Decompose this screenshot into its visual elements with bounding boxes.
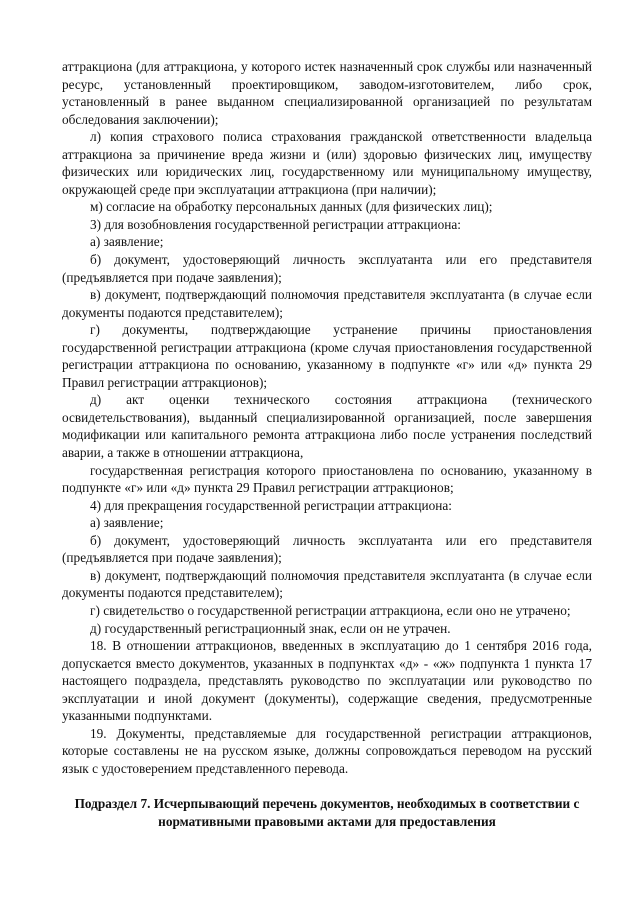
paragraph: д) акт оценки технического состояния аттракциона (технического освидетельствования), выданный специализированной организацией, после завершения модификации или капитального ремонта аттракциона либо после устранения последствий аварии, а также в отношении аттракциона,	[62, 392, 592, 461]
paragraph: б) документ, удостоверяющий личность эксплуатанта или его представителя (предъявляется при подаче заявления);	[62, 532, 592, 566]
paragraph: а) заявление;	[90, 234, 164, 250]
paragraph: 19. Документы, представляемые для государственной регистрации аттракционов, которые составлены не на русском языке, должны сопровождаться переводом на русский язык с удостоверением представленного перевода.	[62, 725, 592, 776]
paragraph: 3) для возобновления государственной регистрации аттракциона:	[90, 216, 461, 232]
paragraph: м) согласие на обработку персональных данных (для физических лиц);	[90, 199, 493, 215]
paragraph: 4) для прекращения государственной регистрации аттракциона:	[90, 497, 452, 513]
paragraph: государственная регистрация которого приостановлена по основанию, указанному в подпункте «г» или «д» пункта 29 Правил регистрации аттракционов;	[62, 462, 592, 496]
paragraph: а) заявление;	[90, 515, 164, 531]
paragraph: в) документ, подтверждающий полномочия представителя эксплуатанта (в случае если документы подаются представителем);	[62, 287, 592, 320]
paragraph: г) свидетельство о государственной регистрации аттракциона, если оно не утрачено;	[90, 602, 571, 618]
paragraph: д) государственный регистрационный знак, если он не утрачен.	[90, 620, 451, 636]
paragraph: л) копия страхового полиса страхования гражданской ответственности владельца аттракциона за причинение вреда жизни и (или) здоровью физических лиц, имуществу физических или юридических лиц, государственному или муниципальному имуществу, окружающей среде при эксплуатации аттракциона (при наличии);	[62, 129, 592, 197]
paragraph: в) документ, подтверждающий полномочия представителя эксплуатанта (в случае если документы подаются представителем);	[62, 567, 592, 601]
paragraph: б) документ, удостоверяющий личность эксплуатанта или его представителя (предъявляется при подаче заявления);	[62, 252, 592, 285]
paragraph: аттракциона (для аттракциона, у которого истек назначенный срок службы или назначенный ресурс, установленный проектировщиком, заводом-изготовителем, либо срок, установленный в ранее выданном специализированной организацией по результатам обследования заключении);	[62, 59, 592, 127]
section-heading: Подраздел 7. Исчерпывающий перечень документов, необходимых в соответствии с нормативными правовыми актами для предоставления	[74, 796, 580, 830]
paragraph: 18. В отношении аттракционов, введенных в эксплуатацию до 1 сентября 2016 года, допускается вместо документов, указанных в подпунктах «д» - «ж» подпункта 1 пункта 17 настоящего подраздела, представлять руководство по эксплуатации или руководство по эксплуатации и иной документ (документы), содержащие сведения, предусмотренные указанными подпунктами.	[62, 638, 592, 724]
paragraph: г) документы, подтверждающие устранение причины приостановления государственной регистрации аттракциона (кроме случая приостановления государственной регистрации аттракциона по основанию, указанному в подпункте «г» или «д» пункта 29 Правил регистрации аттракционов);	[62, 322, 592, 390]
document-page	[62, 58, 592, 845]
